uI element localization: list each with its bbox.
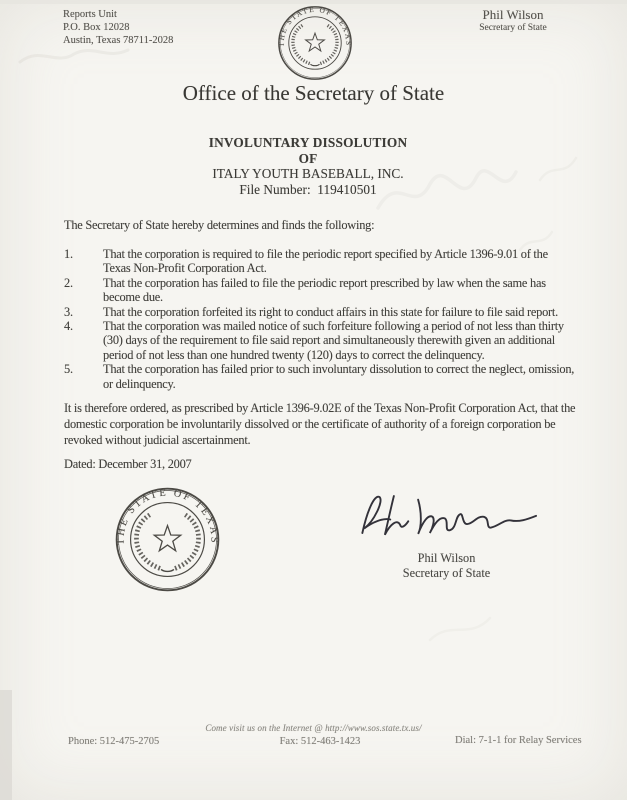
finding-number: 4. bbox=[64, 319, 73, 334]
finding-text: That the corporation is required to file the periodic report specified by Article 1396-9.01 of the Texas Non-Profit Corporation Act. bbox=[103, 247, 548, 276]
footer-internet-line: Come visit us on the Internet @ http://www.sos.state.tx.us/ bbox=[205, 723, 422, 733]
signed-title: Secretary of State bbox=[402, 566, 491, 580]
return-address-line: Reports Unit bbox=[63, 9, 117, 20]
file-number-value: 119410501 bbox=[317, 181, 377, 197]
finding-item bbox=[64, 276, 576, 305]
footer-phone: Phone: 512-475-2705 bbox=[68, 736, 160, 747]
seal-text: THE STATE OF TEXAS bbox=[115, 487, 220, 546]
finding-text: That the corporation forfeited its right to conduct affairs in this state for failure to file said report. bbox=[103, 304, 558, 319]
intro-paragraph: The Secretary of State hereby determines and finds the following: bbox=[64, 218, 375, 232]
signature-block bbox=[344, 488, 549, 581]
entity-name: ITALY YOUTH BASEBALL, INC. bbox=[212, 166, 404, 181]
finding-item bbox=[64, 362, 576, 391]
texas-state-seal-icon bbox=[114, 486, 221, 593]
order-paragraph: It is therefore ordered, as prescribed by Article 1396-9.02E of the Texas Non-Profit Corporation Act, that the domestic corporation be involuntarily dissolved or the certificate of authority of a foreign corporation be revoked without judicial ascertainment. bbox=[64, 401, 576, 448]
finding-number: 1. bbox=[64, 247, 73, 261]
notice-heading-line1: INVOLUNTARY DISSOLUTION bbox=[208, 135, 408, 150]
findings-list bbox=[64, 247, 576, 391]
texas-state-seal-icon bbox=[277, 5, 353, 81]
notice-heading bbox=[0, 135, 616, 197]
finding-item bbox=[64, 319, 576, 362]
file-number-label: File Number: bbox=[239, 181, 311, 197]
seal-text: THE STATE OF TEXAS bbox=[277, 5, 353, 48]
return-address-line: P.O. Box 12028 bbox=[63, 22, 130, 33]
finding-text: That the corporation has failed to file the periodic report prescribed by law when the same has become due. bbox=[103, 275, 546, 305]
file-number-line bbox=[0, 182, 616, 198]
footer-relay: Dial: 7-1-1 for Relay Services bbox=[455, 735, 582, 746]
finding-item bbox=[64, 247, 576, 276]
dated-line: Dated: December 31, 2007 bbox=[64, 457, 192, 472]
finding-number: 3. bbox=[64, 304, 73, 319]
signature-image bbox=[344, 488, 549, 542]
signed-name: Phil Wilson bbox=[417, 551, 476, 565]
return-address bbox=[63, 8, 173, 47]
secretary-header bbox=[450, 7, 576, 34]
secretary-title: Secretary of State bbox=[479, 23, 547, 33]
notice-heading-line2: OF bbox=[298, 150, 318, 166]
finding-number: 5. bbox=[64, 362, 73, 377]
finding-text: That the corporation has failed prior to such involuntary dissolution to correct the neglect, omission, or delinquency. bbox=[103, 362, 575, 391]
finding-text: That the corporation was mailed notice of such forfeiture following a period of not less than thirty (30) days of the requirement to file said report and simultaneously therewith given an additional period of not less than one hundred twenty (120) days to correct the delinquency. bbox=[103, 319, 564, 362]
secretary-name: Phil Wilson bbox=[482, 7, 544, 22]
finding-item bbox=[64, 305, 576, 319]
finding-number: 2. bbox=[64, 275, 73, 290]
footer-fax: Fax: 512-463-1423 bbox=[279, 736, 361, 747]
office-title: Office of the Secretary of State bbox=[182, 81, 445, 105]
document-body bbox=[64, 218, 576, 472]
return-address-line: Austin, Texas 78711-2028 bbox=[63, 35, 174, 46]
